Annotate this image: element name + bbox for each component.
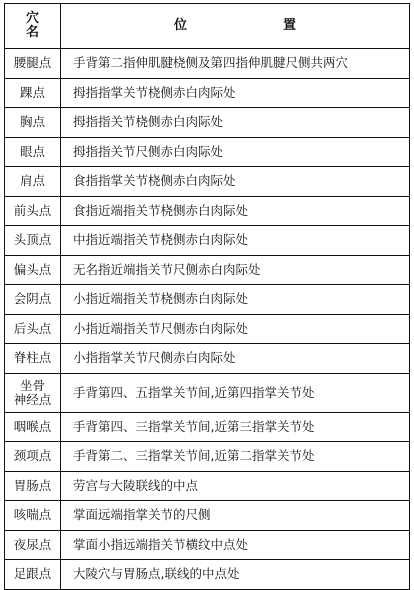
point-position: 手背第二、三指掌关节间,近第二指掌关节处 xyxy=(61,442,410,472)
table-row xyxy=(5,530,410,560)
header-position-char2: 置 xyxy=(283,18,297,33)
point-name: 偏头点 xyxy=(5,255,61,285)
point-name: 后头点 xyxy=(5,314,61,344)
acupoint-table-container xyxy=(4,3,409,590)
point-name: 脊柱点 xyxy=(5,344,61,374)
table-row xyxy=(5,196,410,226)
point-name-line1: 坐骨 xyxy=(19,377,45,393)
point-position: 拇指指关节桡侧赤白肉际处 xyxy=(61,108,410,138)
table-row xyxy=(5,412,410,442)
point-position: 手背第二指伸肌腱桡侧及第四指伸肌腱尺侧共两穴 xyxy=(61,49,410,79)
point-position: 劳宫与大陵联线的中点 xyxy=(61,471,410,501)
point-position: 手背第四、三指掌关节间,近第三指掌关节处 xyxy=(61,412,410,442)
point-position: 大陵穴与胃肠点,联线的中点处 xyxy=(61,560,410,590)
table-row xyxy=(5,49,410,79)
point-position: 食指指掌关节桡侧赤白肉际处 xyxy=(61,167,410,197)
table-header-row xyxy=(5,4,410,49)
table-row xyxy=(5,442,410,472)
table-row xyxy=(5,285,410,315)
point-name: 咽喉点 xyxy=(5,412,61,442)
point-name: 胃肠点 xyxy=(5,471,61,501)
table-row xyxy=(5,78,410,108)
point-position: 小指近端指关节尺侧赤白肉际处 xyxy=(61,314,410,344)
point-position: 中指近端指关节桡侧赤白肉际处 xyxy=(61,226,410,256)
point-position: 小指指掌关节尺侧赤白肉际处 xyxy=(61,344,410,374)
table-row xyxy=(5,226,410,256)
header-point-name-line2: 名 xyxy=(25,25,39,40)
point-name-line2: 神经点 xyxy=(13,391,52,407)
point-position: 拇指指关节尺侧赤白肉际处 xyxy=(61,137,410,167)
header-point-name xyxy=(5,4,61,49)
table-row xyxy=(5,314,410,344)
table-row xyxy=(5,137,410,167)
point-position: 无名指近端指关节尺侧赤白肉际处 xyxy=(61,255,410,285)
point-name: 胸点 xyxy=(5,108,61,138)
point-name: 颈项点 xyxy=(5,442,61,472)
header-point-name-line1: 穴 xyxy=(25,11,39,26)
table-row xyxy=(5,471,410,501)
point-name: 肩点 xyxy=(5,167,61,197)
point-name: 咳喘点 xyxy=(5,501,61,531)
table-row xyxy=(5,560,410,590)
table-row xyxy=(5,501,410,531)
point-name xyxy=(5,373,61,412)
point-name: 夜尿点 xyxy=(5,530,61,560)
table-row xyxy=(5,108,410,138)
header-position xyxy=(61,4,410,49)
table-row xyxy=(5,344,410,374)
point-position: 掌面远端指掌关节的尺侧 xyxy=(61,501,410,531)
table-row xyxy=(5,373,410,412)
point-position: 拇指指掌关节桡侧赤白肉际处 xyxy=(61,78,410,108)
table-row xyxy=(5,255,410,285)
point-name: 踝点 xyxy=(5,78,61,108)
point-position: 掌面小指远端指关节横纹中点处 xyxy=(61,530,410,560)
point-name: 前头点 xyxy=(5,196,61,226)
point-name: 头顶点 xyxy=(5,226,61,256)
point-name: 腰腿点 xyxy=(5,49,61,79)
point-name: 眼点 xyxy=(5,137,61,167)
point-position: 食指近端指关节桡侧赤白肉际处 xyxy=(61,196,410,226)
acupoint-table xyxy=(4,3,410,590)
point-name: 会阴点 xyxy=(5,285,61,315)
point-position: 手背第四、五指掌关节间,近第四指掌关节处 xyxy=(61,373,410,412)
header-position-char1: 位 xyxy=(173,18,187,33)
table-row xyxy=(5,167,410,197)
point-name: 足跟点 xyxy=(5,560,61,590)
point-position: 小指近端指关节桡侧赤白肉际处 xyxy=(61,285,410,315)
